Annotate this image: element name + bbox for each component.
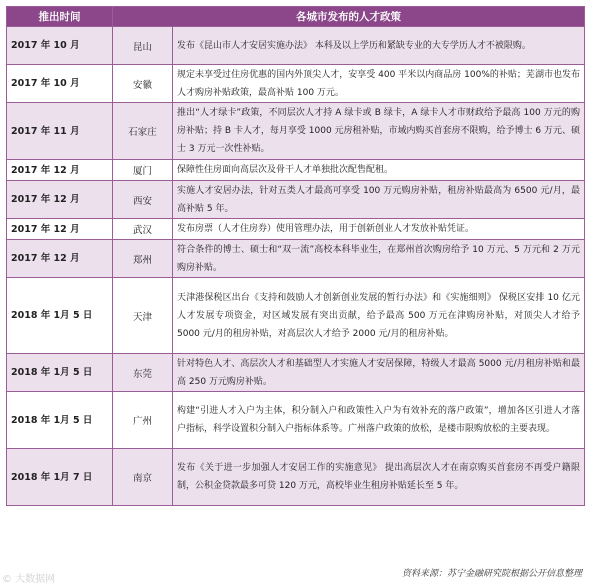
row-policy: 保障性住房面向高层次及骨干人才单独批次配售配租。 bbox=[173, 160, 585, 181]
header-policy: 各城市发布的人才政策 bbox=[113, 7, 585, 27]
row-city: 西安 bbox=[113, 181, 173, 219]
table-row bbox=[7, 449, 585, 506]
row-city: 安徽 bbox=[113, 65, 173, 103]
table-row bbox=[7, 27, 585, 65]
row-city: 厦门 bbox=[113, 160, 173, 181]
source-note: 资料来源：苏宁金融研究院根据公开信息整理 bbox=[401, 569, 582, 579]
row-city: 郑州 bbox=[113, 240, 173, 278]
row-policy: 天津港保税区出台《支持和鼓励人才创新创业发展的暂行办法》和《实施细则》 保税区安排 10 亿元人才发展专项资金，对区域发展有突出贡献，给予最高 500 万元在津购房补贴，对顶尖人才给予 5000 元/月的租房补贴，对高层次人才给予 2000 元/月的租房补贴。 bbox=[173, 278, 585, 354]
row-policy: 发布《关于进一步加强人才安居工作的实施意见》 提出高层次人才在南京购买首套房不再受户籍限制，公积金贷款最多可贷 120 万元，高校毕业生租房补贴延长至 5 年。 bbox=[173, 449, 585, 506]
policy-table bbox=[6, 6, 585, 506]
row-date: 2018 年 1月 7 日 bbox=[7, 449, 113, 506]
row-date: 2017 年 10 月 bbox=[7, 65, 113, 103]
table-row bbox=[7, 160, 585, 181]
table-row bbox=[7, 181, 585, 219]
table-body bbox=[7, 27, 585, 506]
row-date: 2017 年 10 月 bbox=[7, 27, 113, 65]
row-city: 武汉 bbox=[113, 219, 173, 240]
row-city: 广州 bbox=[113, 392, 173, 449]
table-row bbox=[7, 354, 585, 392]
table-row bbox=[7, 103, 585, 160]
watermark: © 大数据网 bbox=[2, 574, 56, 585]
header-date: 推出时间 bbox=[7, 7, 113, 27]
row-date: 2017 年 12 月 bbox=[7, 181, 113, 219]
row-policy: 规定未享受过住房优惠的国内外顶尖人才，安享受 400 平米以内商品房 100%的补贴；芜湖市也发布人才购房补贴政策，最高补贴 100 万元。 bbox=[173, 65, 585, 103]
row-policy: 发布《昆山市人才安居实施办法》 本科及以上学历和紧缺专业的大专学历人才不被限购。 bbox=[173, 27, 585, 65]
row-city: 东莞 bbox=[113, 354, 173, 392]
row-date: 2018 年 1月 5 日 bbox=[7, 392, 113, 449]
table-row bbox=[7, 392, 585, 449]
row-date: 2017 年 11 月 bbox=[7, 103, 113, 160]
row-city: 天津 bbox=[113, 278, 173, 354]
row-city: 昆山 bbox=[113, 27, 173, 65]
row-policy: 符合条件的博士、硕士和“双一流”高校本科毕业生，在郑州首次购房给予 10 万元、5 万元和 2 万元购房补贴。 bbox=[173, 240, 585, 278]
row-policy: 实施人才安居办法，针对五类人才最高可享受 100 万元购房补贴，租房补贴最高为 6500 元/月，最高补贴 5 年。 bbox=[173, 181, 585, 219]
table-row bbox=[7, 240, 585, 278]
row-policy: 构建“引进人才入户为主体，积分制入户和政策性入户为有效补充的落户政策”，增加各区引进人才落户指标，科学设置积分制入户指标体系等。广州落户政策的放松，是楼市限购放松的主要表现。 bbox=[173, 392, 585, 449]
row-policy: 针对特色人才、高层次人才和基础型人才实施人才安居保障，特级人才最高 5000 元/月租房补贴和最高 250 万元购房补贴。 bbox=[173, 354, 585, 392]
row-city: 南京 bbox=[113, 449, 173, 506]
row-date: 2017 年 12 月 bbox=[7, 160, 113, 181]
row-policy: 推出“人才绿卡”政策，不同层次人才持 A 绿卡或 B 绿卡，A 绿卡人才市财政给予最高 100 万元的购房补贴；持 B 卡人才，每月享受 1000 元房租补贴，市域内购买首套房不限购，给予博士 6 万元、硕士 3 万元一次性补贴。 bbox=[173, 103, 585, 160]
table-row bbox=[7, 65, 585, 103]
header-row bbox=[7, 7, 585, 27]
table-row bbox=[7, 219, 585, 240]
row-city: 石家庄 bbox=[113, 103, 173, 160]
table-row bbox=[7, 278, 585, 354]
row-date: 2017 年 12 月 bbox=[7, 219, 113, 240]
row-policy: 发布房票（人才住房券）使用管理办法，用于创新创业人才发放补贴凭证。 bbox=[173, 219, 585, 240]
row-date: 2017 年 12 月 bbox=[7, 240, 113, 278]
row-date: 2018 年 1月 5 日 bbox=[7, 354, 113, 392]
row-date: 2018 年 1月 5 日 bbox=[7, 278, 113, 354]
